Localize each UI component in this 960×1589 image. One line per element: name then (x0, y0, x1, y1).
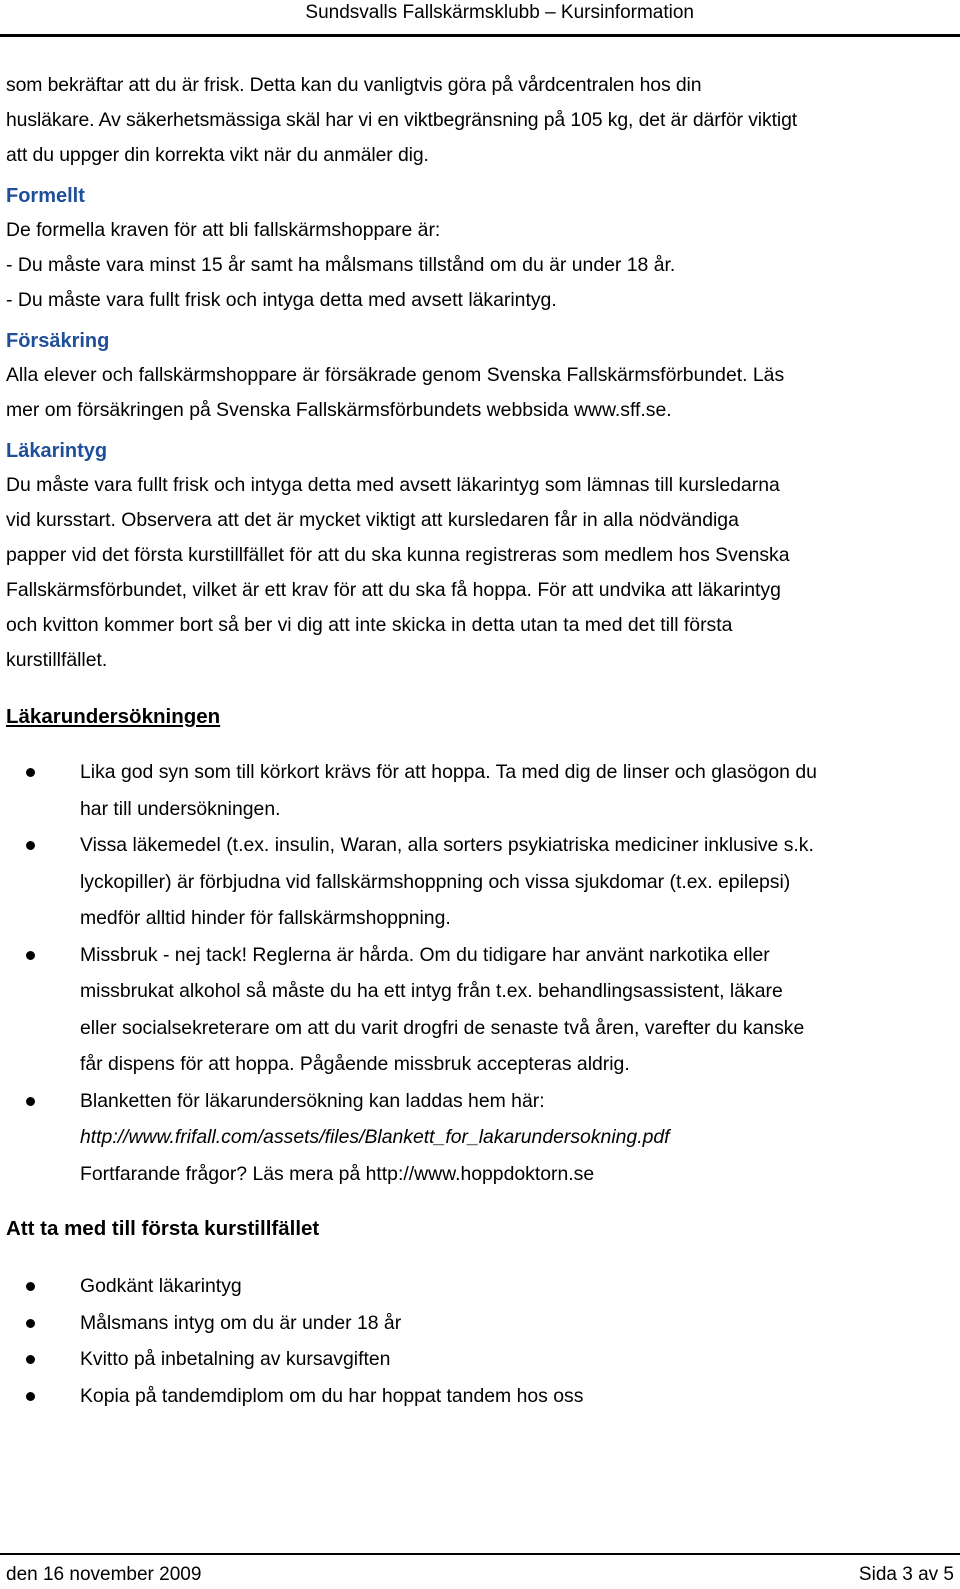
lakarintyg-line: kurstillfället. (6, 649, 108, 671)
lakarintyg-paragraph (6, 468, 954, 678)
lakarundersokningen-heading: Läkarundersökningen (6, 705, 221, 728)
list-item-line: Målsmans intyg om du är under 18 år (80, 1311, 402, 1334)
list-item (6, 1341, 954, 1378)
lakarintyg-line: och kvitton kommer bort så ber vi dig att inte skicka in detta utan ta med det till första (6, 614, 733, 636)
bullet-icon (26, 1392, 35, 1401)
list-item-line: missbrukat alkohol så måste du ha ett intyg från t.ex. behandlingsassistent, läkare (80, 980, 783, 1002)
footer-rule (0, 1553, 960, 1555)
att-ta-med-heading: Att ta med till första kurstillfället (6, 1217, 320, 1240)
list-item (6, 1268, 954, 1305)
formellt-line: - Du måste vara minst 15 år samt ha målsmans tillstånd om du är under 18 år. (6, 254, 676, 276)
lakarintyg-line: vid kursstart. Observera att det är mycket viktigt att kursledaren får in alla nödvändiga (6, 509, 739, 531)
list-item-line: Godkänt läkarintyg (80, 1275, 242, 1297)
lakarundersokningen-list (6, 754, 954, 1192)
forsakring-line: Alla elever och fallskärmshoppare är försäkrade genom Svenska Fallskärmsförbundet. Läs (6, 364, 785, 386)
forsakring-heading: Försäkring (6, 330, 110, 352)
hoppdoktorn-text: Fortfarande frågor? Läs mera på http://www.hoppdoktorn.se (80, 1162, 595, 1185)
list-item-line: har till undersökningen. (80, 797, 281, 820)
formellt-paragraph (6, 213, 954, 318)
page-content (6, 68, 954, 1414)
list-item-line: lyckopiller) är förbjudna vid fallskärmshoppning och vissa sjukdomar (t.ex. epilepsi) (80, 870, 791, 893)
footer (6, 1561, 954, 1589)
list-item-line: får dispens för att hoppa. Pågående missbruk accepteras aldrig. (80, 1053, 630, 1075)
formellt-line: De formella kraven för att bli fallskärmshoppare är: (6, 219, 441, 241)
intro-line: husläkare. Av säkerhetsmässiga skäl har vi en viktbegränsning på 105 kg, det är därför viktigt (6, 109, 798, 131)
forsakring-paragraph (6, 358, 954, 428)
list-item-line: Kopia på tandemdiplom om du har hoppat tandem hos oss (80, 1384, 584, 1407)
list-item-line: Kvitto på inbetalning av kursavgiften (80, 1348, 391, 1370)
list-item-line: Vissa läkemedel (t.ex. insulin, Waran, alla sorters psykiatriska mediciner inklusive s.k. (80, 834, 814, 856)
lakarintyg-heading: Läkarintyg (6, 440, 108, 462)
footer-date: den 16 november 2009 (6, 1564, 202, 1585)
list-item-line: medför alltid hinder för fallskärmshoppning. (80, 907, 451, 929)
formellt-heading: Formellt (6, 185, 85, 207)
header-rule (0, 34, 960, 37)
intro-paragraph (6, 68, 954, 173)
list-item (6, 1378, 954, 1415)
header-title: Sundsvalls Fallskärmsklubb – Kursinformation (305, 2, 694, 23)
lakarintyg-line: Fallskärmsförbundet, vilket är ett krav för att du ska få hoppa. För att undvika att läkarintyg (6, 579, 781, 601)
intro-line: som bekräftar att du är frisk. Detta kan du vanligtvis göra på vårdcentralen hos din (6, 74, 702, 96)
bullet-icon (26, 951, 35, 960)
bullet-icon (26, 1319, 35, 1328)
forsakring-line: mer om försäkringen på Svenska Fallskärmsförbundets webbsida www.sff.se. (6, 399, 672, 421)
lakarintyg-line: Du måste vara fullt frisk och intyga detta med avsett läkarintyg som lämnas till kursledarna (6, 474, 780, 496)
bullet-icon (26, 1355, 35, 1364)
list-item (6, 754, 954, 827)
intro-line: att du uppger din korrekta vikt när du anmäler dig. (6, 144, 429, 166)
bullet-icon (26, 1097, 35, 1106)
list-item-line: Blanketten för läkarundersökning kan laddas hem här: (80, 1089, 545, 1112)
list-item (6, 1305, 954, 1342)
list-item-line: eller socialsekreterare om att du varit drogfri de senaste två åren, varefter du kanske (80, 1016, 805, 1039)
bullet-icon (26, 841, 35, 850)
list-item-line: Missbruk - nej tack! Reglerna är hårda. Om du tidigare har använt narkotika eller (80, 943, 770, 966)
page-number: Sida 3 av 5 (858, 1564, 954, 1585)
blankett-link[interactable]: http://www.frifall.com/assets/files/Blankett_for_lakarundersokning.pdf (80, 1126, 670, 1148)
formellt-line: - Du måste vara fullt frisk och intyga detta med avsett läkarintyg. (6, 289, 557, 311)
list-item (6, 827, 954, 937)
lakarintyg-line: papper vid det första kurstillfället för att du ska kunna registreras som medlem hos Svenska (6, 544, 790, 566)
list-item (6, 1083, 954, 1193)
list-item (6, 937, 954, 1083)
att-ta-med-list (6, 1268, 954, 1414)
list-item-line: Lika god syn som till körkort krävs för att hoppa. Ta med dig de linser och glasögon du (80, 761, 817, 783)
bullet-icon (26, 768, 35, 777)
bullet-icon (26, 1282, 35, 1291)
